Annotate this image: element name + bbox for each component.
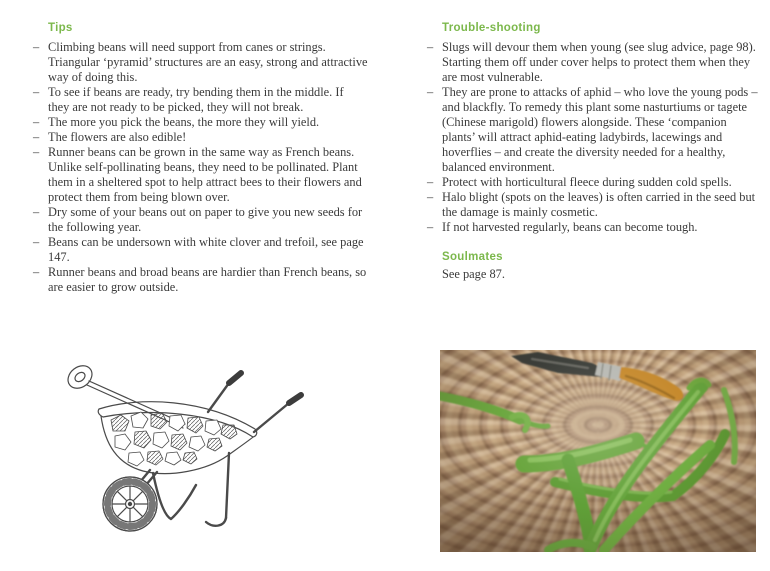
list-item-text: The flowers are also edible! [48,130,187,144]
bean-pods [440,380,735,551]
list-item-text: Slugs will devour them when young (see slug advice, page 98). Starting them off under cover helps to protect them when they are most vulnerable. [442,40,756,84]
bullet-dash: – [33,85,40,99]
bullet-dash: – [33,265,40,279]
bullet-dash: – [427,190,434,204]
bullet-dash: – [427,220,434,234]
list-item [427,40,758,85]
bean-pod [568,460,591,546]
stones [111,412,237,466]
trouble-shooting-heading: Trouble-shooting [442,22,541,34]
list-item [427,220,758,235]
list-item-text: If not harvested regularly, beans can become tough. [442,220,698,234]
bullet-dash: – [427,85,434,99]
bullet-dash: – [33,40,40,54]
list-item [33,40,368,85]
beans-knife-overlay [440,350,756,552]
soulmates-block [427,250,758,282]
list-item [427,190,758,220]
bullet-dash: – [427,175,434,189]
list-item [33,205,368,235]
bean-pod [724,390,735,462]
list-item-text: The more you pick the beans, the more they will yield. [48,115,320,129]
bullet-dash: – [33,130,40,144]
tips-heading: Tips [48,22,73,34]
tips-section [33,21,368,295]
bean-pod [440,396,520,420]
list-item [33,235,368,265]
pocket-knife [511,352,683,401]
knife-blade [511,352,604,377]
list-item [33,145,368,205]
list-item-text: To see if beans are ready, try bending them in the middle. If they are not ready to be picked, they will not break. [48,85,344,114]
soulmates-text: See page 87. [442,267,505,281]
list-item-text: They are prone to attacks of aphid – who love the young pods – and blackfly. To remedy this plant some nasturtiums or tagete (Chinese marigold) flowers alongside. These ‘companion plants’ will attract aphid-eating ladybirds, lacewings and hoverflies – and create the diversity needed for a healthy, balanced environment. [442,85,758,174]
bullet-dash: – [33,205,40,219]
bullet-dash: – [33,115,40,129]
list-item [33,115,368,130]
knife-handle [619,367,683,401]
soulmates-heading: Soulmates [442,251,503,263]
trouble-shooting-section [427,21,758,282]
bullet-dash: – [427,40,434,54]
wheel [103,477,157,531]
bullet-dash: – [33,235,40,249]
list-item [33,265,368,295]
list-item-text: Dry some of your beans out on paper to give you new seeds for the following year. [48,205,363,234]
list-item [427,175,758,190]
wheelbarrow-svg [55,352,313,554]
list-item-text: Halo blight (spots on the leaves) is often carried in the seed but the damage is mainly cosmetic. [442,190,756,219]
wheelbarrow-illustration [55,352,313,554]
list-item-text: Climbing beans will need support from canes or strings. Triangular ‘pyramid’ structures are an easy, strong and attractive way of doing this. [48,40,368,84]
list-item-text: Protect with horticultural fleece during sudden cold spells. [442,175,732,189]
list-item [427,85,758,175]
bullet-dash: – [33,145,40,159]
list-item-text: Beans can be undersown with white clover and trefoil, see page 147. [48,235,364,264]
list-item [33,85,368,115]
trouble-shooting-list [427,40,758,235]
list-item [33,130,368,145]
list-item-text: Runner beans and broad beans are hardier than French beans, so are easier to grow outside. [48,265,367,294]
tips-list [33,40,368,295]
list-item-text: Runner beans can be grown in the same way as French beans. Unlike self-pollinating beans, they need to be pollinated. Plant them in a sheltered spot to help attract bees to their flowers and protect them from being blown over. [48,145,362,204]
beans-photo [440,350,756,552]
